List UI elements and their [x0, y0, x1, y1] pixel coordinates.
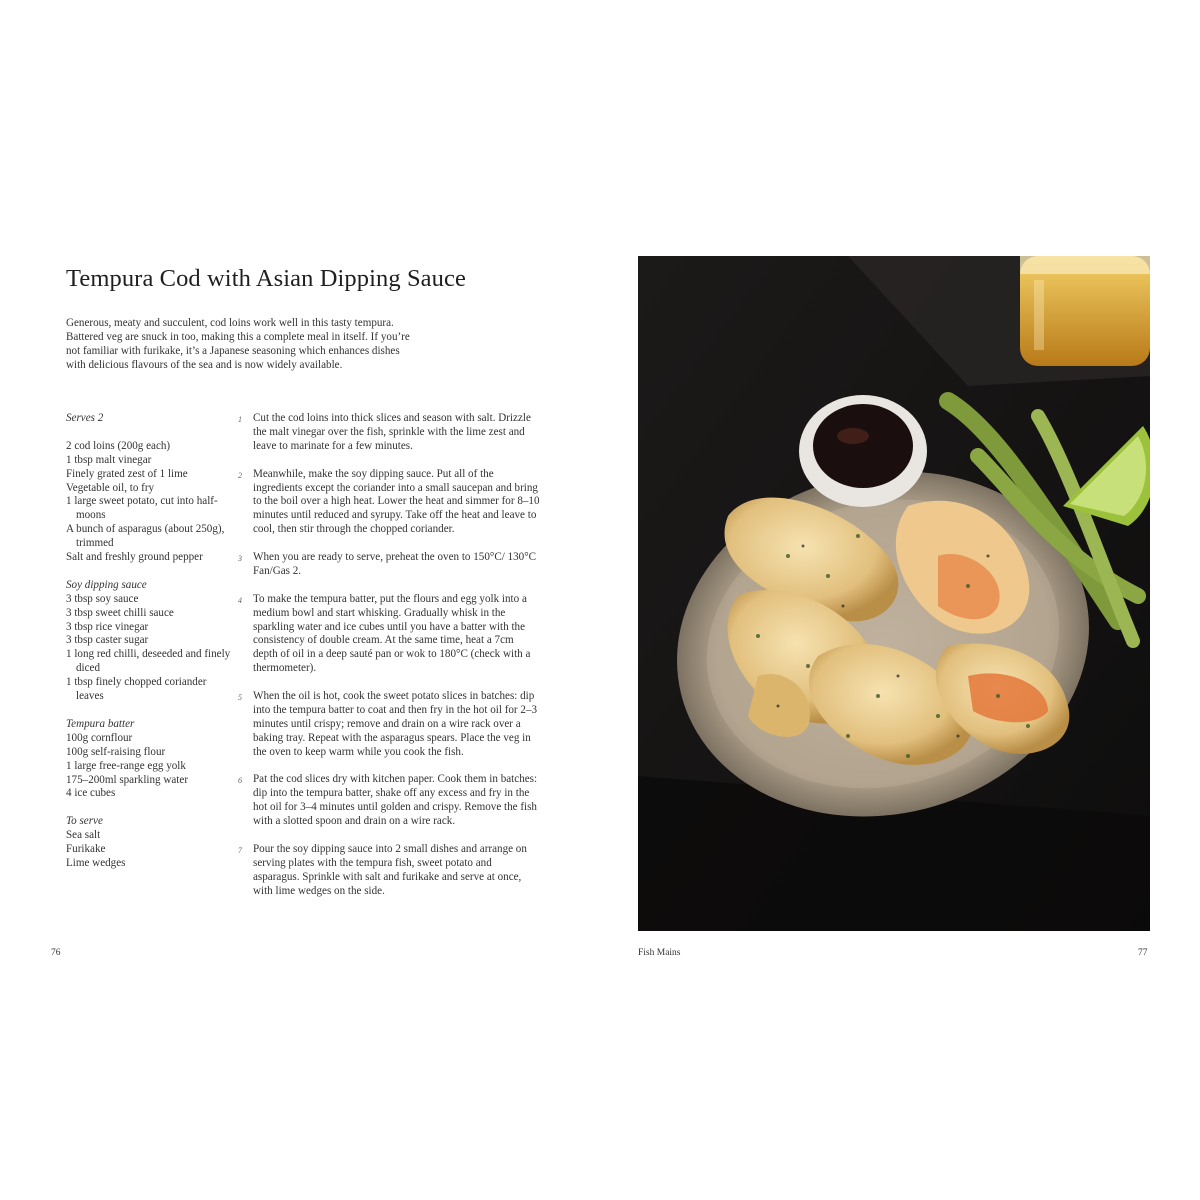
step-text: Pat the cod slices dry with kitchen paper. Cook them in batches: dip into the tempura batter, shake off any excess and fry in the hot oil for 3–4 minutes until golden and crispy. Remove the fish with a slotted spoon and drain on a wire rack. [253, 773, 538, 828]
page-number-left: 76 [51, 948, 61, 958]
serves-label: Serves 2 [66, 412, 104, 424]
ingredient-item: 1 tbsp finely chopped coriander leaves [66, 676, 207, 703]
dish-photo [638, 256, 1150, 931]
ingredient-item: 3 tbsp sweet chilli sauce [66, 606, 174, 619]
ingredient-item: 3 tbsp caster sugar [66, 634, 149, 647]
ingredient-item: 1 large sweet potato, cut into half-moons [66, 495, 218, 522]
ingredient-group-batter [66, 718, 236, 801]
ingredient-group-title: Soy dipping sauce [66, 578, 147, 591]
method-step [238, 551, 540, 579]
recipe-intro: Generous, meaty and succulent, cod loins work well in this tasty tempura. Battered veg are snuck in too, making this a complete meal in itself. If you’re not familiar with furikake, it’s a Japanese seasoning which enhances dishes with delicious flavours of the sea and is now widely available. [66, 317, 410, 371]
ingredient-item: Sea salt [66, 829, 101, 842]
ingredient-group-title: To serve [66, 815, 103, 828]
step-text: When the oil is hot, cook the sweet potato slices in batches: dip into the tempura batter to coat and then fry in the hot oil for 2–3 minutes until crispy; remove and drain on a wire rack over a baking tray. Repeat with the asparagus spears. Place the veg in the oven to keep warm while you cook the fish. [253, 690, 538, 758]
ingredient-item: A bunch of asparagus (about 250g), trimmed [66, 523, 225, 550]
method-step [238, 690, 540, 760]
ingredient-item: 3 tbsp rice vinegar [66, 620, 149, 633]
step-text: When you are ready to serve, preheat the oven to 150°C/ 130°C Fan/Gas 2. [253, 551, 537, 577]
ingredient-item: Finely grated zest of 1 lime [66, 467, 188, 480]
step-number: 4 [238, 595, 242, 605]
ingredient-item: 3 tbsp soy sauce [66, 592, 139, 605]
sauce-dish [799, 395, 927, 507]
method-step [238, 412, 540, 454]
step-text: Meanwhile, make the soy dipping sauce. Put all of the ingredients except the coriander into a small saucepan and bring to the boil over a high heat. Lower the heat and simmer for 8–10 minutes until reduced and syrupy. Take off the heat and leave to cool, then stir through the chopped coriander. [253, 467, 540, 536]
ingredient-item: 2 cod loins (200g each) [66, 439, 171, 452]
ingredient-group-serve [66, 815, 236, 871]
ingredient-item: Vegetable oil, to fry [66, 481, 155, 494]
ingredient-item: Salt and freshly ground pepper [66, 551, 203, 564]
step-text: Pour the soy dipping sauce into 2 small dishes and arrange on serving plates with the tempura fish, sweet potato and asparagus. Sprinkle with salt and furikake and serve at once, with lime wedges on the side. [253, 843, 527, 897]
step-number: 7 [238, 846, 242, 855]
ingredient-item: 4 ice cubes [66, 787, 116, 800]
step-number: 2 [238, 470, 242, 480]
tempura-illustration [638, 256, 1150, 931]
method-column [238, 412, 540, 913]
ingredient-item: 1 large free-range egg yolk [66, 759, 186, 772]
step-number: 6 [238, 776, 242, 786]
step-text: Cut the cod loins into thick slices and season with salt. Drizzle the malt vinegar over the fish, sprinkle with the lime zest and leave to marinate for a few minutes. [253, 412, 531, 452]
ingredient-item: 100g cornflour [66, 731, 133, 744]
ingredient-group-main [66, 412, 236, 565]
step-number: 5 [238, 693, 242, 703]
ingredient-item: Lime wedges [66, 856, 126, 869]
page-number-right: 77 [1138, 948, 1148, 958]
step-text: To make the tempura batter, put the flours and egg yolk into a medium bowl and start whisking. Gradually whisk in the sparkling water and ice cubes until you have a batter with the consistency of double cream. At the same time, heat a 7cm depth of oil in a deep sauté pan or wok to 180°C (check with a thermometer). [253, 592, 531, 675]
ingredient-group-title: Tempura batter [66, 717, 135, 730]
ingredient-group-sauce [66, 579, 236, 704]
section-name: Fish Mains [638, 948, 681, 958]
method-step [238, 843, 540, 899]
method-step [238, 593, 540, 676]
method-step [238, 773, 540, 829]
ingredient-item: 100g self-raising flour [66, 745, 166, 758]
ingredient-item: 1 tbsp malt vinegar [66, 453, 152, 466]
ingredient-item: 1 long red chilli, deseeded and finely diced [66, 648, 231, 675]
ingredient-item: Furikake [66, 843, 106, 856]
ingredient-item: 175–200ml sparkling water [66, 773, 189, 786]
step-number: 1 [238, 415, 242, 424]
beer-glass [1020, 256, 1150, 366]
ingredients-column [66, 412, 236, 885]
method-step [238, 468, 540, 538]
step-number: 3 [238, 554, 242, 564]
recipe-title: Tempura Cod with Asian Dipping Sauce [66, 265, 466, 292]
